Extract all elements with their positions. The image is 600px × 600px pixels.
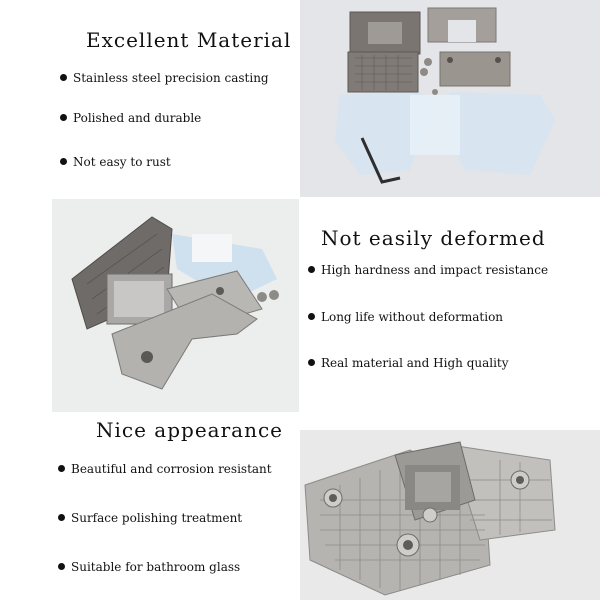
product-photo-hinge-angled xyxy=(52,199,299,412)
section-3-bullet-1: Beautiful and corrosion resistant xyxy=(58,462,272,476)
section-1-heading: Excellent Material xyxy=(86,28,292,52)
bullet-dot-icon xyxy=(60,114,67,121)
section-2-bullet-3: Real material and High quality xyxy=(308,356,509,370)
section-1-bullet-2: Polished and durable xyxy=(60,111,201,125)
section-1-bullet-3: Not easy to rust xyxy=(60,155,171,169)
section-3-bullet-3: Suitable for bathroom glass xyxy=(58,560,240,574)
section-3-bullet-2: Surface polishing treatment xyxy=(58,511,242,525)
bullet-dot-icon xyxy=(308,313,315,320)
bullet-dot-icon xyxy=(308,266,315,273)
product-photo-hinge-closeup xyxy=(300,430,600,600)
bullet-dot-icon xyxy=(58,563,65,570)
section-3-heading: Nice appearance xyxy=(96,418,283,442)
bullet-dot-icon xyxy=(58,465,65,472)
section-2-heading: Not easily deformed xyxy=(321,226,546,250)
bullet-dot-icon xyxy=(308,359,315,366)
section-2-bullet-2: Long life without deformation xyxy=(308,310,503,324)
product-photo-parts xyxy=(300,0,600,197)
bullet-dot-icon xyxy=(58,514,65,521)
bullet-dot-icon xyxy=(60,74,67,81)
section-1-bullet-1: Stainless steel precision casting xyxy=(60,71,269,85)
section-2-bullet-1: High hardness and impact resistance xyxy=(308,263,548,277)
bullet-dot-icon xyxy=(60,158,67,165)
